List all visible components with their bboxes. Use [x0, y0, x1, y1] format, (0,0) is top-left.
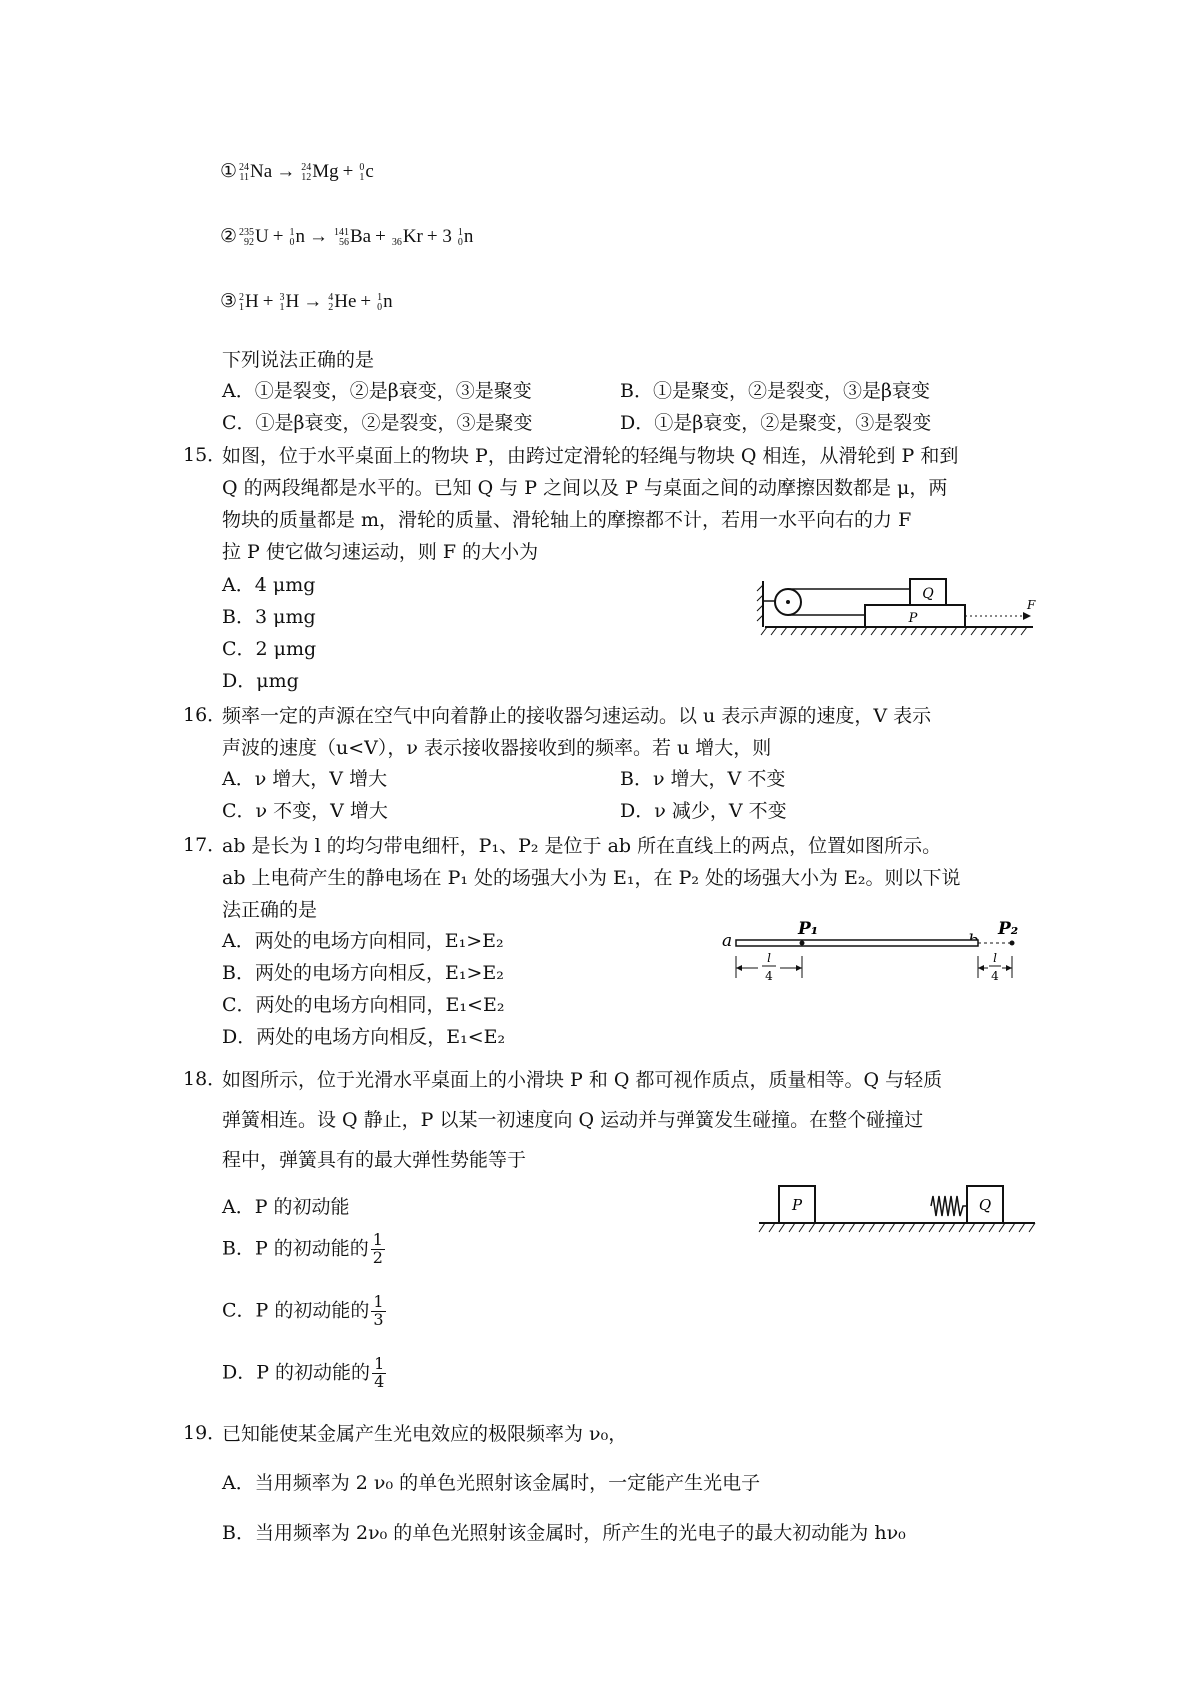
q18-line-1: 如图所示，位于光滑水平桌面上的小滑块 P 和 Q 都可视作质点，质量相等。Q 与轻质 [222, 1069, 943, 1091]
q19-option-a: A．当用频率为 2 ν₀ 的单色光照射该金属时，一定能产生光电子 [222, 1472, 761, 1494]
reaction-operator: + [342, 161, 354, 182]
q17-line-2: ab 上电荷产生的静电场在 P₁ 处的场强大小为 E₁，在 P₂ 处的场强大小为 E₂。则以下说 [222, 867, 961, 889]
nuclide-symbol: c [365, 161, 374, 182]
reaction-operator: + 3 [426, 226, 452, 247]
q17-option-a: A．两处的电场方向相同，E₁>E₂ [222, 930, 504, 952]
reaction-2 [220, 225, 473, 248]
q15-option-a: A．4 μmg [222, 574, 316, 596]
q17-option-d: D．两处的电场方向相反，E₁<E₂ [222, 1026, 506, 1048]
q14-option-b: B．①是聚变，②是裂变，③是β衰变 [620, 380, 930, 402]
q17-line-3: 法正确的是 [222, 899, 318, 921]
q17-fig-a-label: a [722, 931, 733, 951]
q17-fig-p1-label: P₁ [798, 919, 819, 939]
q15-line-2: Q 的两段绳都是水平的。已知 Q 与 P 之间以及 P 与桌面之间的动摩擦因数都是 μ，两 [222, 477, 948, 499]
reaction-1 [220, 160, 374, 183]
q15-fig-q-label: Q [922, 586, 934, 602]
q17-option-c: C．两处的电场方向相同，E₁<E₂ [222, 994, 505, 1016]
q19-option-b: B．当用频率为 2ν₀ 的单色光照射该金属时，所产生的光电子的最大初动能为 hν₀ [222, 1522, 906, 1544]
q15-number: 15． [183, 444, 227, 466]
q16-number: 16． [183, 704, 227, 726]
q17-fig-l-den-2: 4 [991, 969, 999, 983]
nuclide-symbol: n [295, 226, 305, 247]
fraction-one-third: $\frac{1}{3}$ [373, 1292, 384, 1329]
q15-line-1: 如图，位于水平桌面上的物块 P，由跨过定滑轮的轻绳与物块 Q 相连，从滑轮到 P 和到 [222, 445, 959, 467]
nuclide-symbol: H [285, 291, 300, 312]
q15-option-b: B．3 μmg [222, 606, 316, 628]
nuclide-symbol: He [334, 291, 357, 312]
reaction-operator: → [309, 226, 328, 247]
nuclide-numbers: 1 0 [377, 291, 383, 313]
reaction-marker: ① [220, 161, 238, 182]
q18-option-d [222, 1356, 386, 1391]
q18-line-2: 弹簧相连。设 Q 静止，P 以某一初速度向 Q 运动并与弹簧发生碰撞。在整个碰撞过 [222, 1109, 924, 1131]
q16-line-1: 频率一定的声源在空气中向着静止的接收器匀速运动。以 u 表示声源的速度，V 表示 [222, 705, 932, 727]
reaction-marker: ③ [220, 291, 238, 312]
q17-rod-figure [720, 918, 1030, 990]
q18-line-3: 程中，弹簧具有的最大弹性势能等于 [222, 1149, 527, 1171]
nuclide-numbers: 24 11 [239, 161, 250, 183]
reaction-operator: + [262, 291, 274, 312]
reaction-operator: + [375, 226, 386, 247]
q16-option-d: D．ν 减少，V 不变 [620, 800, 787, 822]
nuclide-symbol: H [245, 291, 259, 312]
nuclide-numbers: 2 1 [239, 291, 245, 313]
nuclide-symbol: n [383, 291, 393, 312]
nuclide-numbers: 1 0 [289, 226, 295, 248]
q19-line-1: 已知能使某金属产生光电效应的极限频率为 ν₀， [222, 1423, 628, 1445]
q14-option-a: A．①是裂变，②是β衰变，③是聚变 [222, 380, 532, 402]
q15-option-d: D．μmg [222, 670, 299, 692]
q17-fig-l-den-1: 4 [765, 969, 773, 983]
q16-option-b: B．ν 增大，V 不变 [620, 768, 786, 790]
q18-option-b-text: B．P 的初动能的 [222, 1237, 369, 1260]
q17-line-1: ab 是长为 l 的均匀带电细杆，P₁、P₂ 是位于 ab 所在直线上的两点，位置如图所示。 [222, 835, 942, 857]
q16-line-2: 声波的速度（u<V），ν 表示接收器接收到的频率。若 u 增大，则 [222, 737, 772, 759]
nuclide-symbol: n [463, 226, 474, 247]
nuclide-numbers: 36 [391, 236, 402, 248]
q19-number: 19． [183, 1422, 227, 1444]
q15-option-c: C．2 μmg [222, 638, 317, 660]
q17-fig-l-num-1: l [767, 951, 771, 965]
q18-option-b [222, 1232, 385, 1267]
reaction-operator: + [360, 291, 372, 312]
nuclide-numbers: 141 56 [334, 226, 349, 248]
q14-prompt: 下列说法正确的是 [222, 349, 375, 371]
q15-line-4: 拉 P 使它做匀速运动，则 F 的大小为 [222, 541, 539, 563]
q14-option-d: D．①是β衰变，②是聚变，③是裂变 [620, 412, 932, 434]
q14-option-c: C．①是β衰变，②是裂变，③是聚变 [222, 412, 533, 434]
nuclide-numbers: 235 92 [239, 226, 255, 248]
nuclide-numbers: 4 2 [328, 291, 334, 313]
nuclide-symbol: Ba [350, 226, 372, 247]
q15-pulley-figure [755, 575, 1040, 640]
nuclide-symbol: U [255, 226, 269, 247]
q18-fig-p-label: P [791, 1196, 803, 1214]
nuclide-symbol: Kr [402, 226, 423, 247]
q17-fig-p2-label: P₂ [998, 919, 1019, 939]
q18-option-c-text: C．P 的初动能的 [222, 1299, 370, 1322]
reaction-operator: → [303, 291, 323, 312]
q15-fig-p-label: P [908, 611, 918, 626]
q18-option-c [222, 1294, 386, 1329]
nuclide-symbol: Mg [312, 161, 339, 182]
nuclide-numbers: 1 0 [457, 226, 463, 248]
fraction-one-quarter: $\frac{1}{4}$ [374, 1354, 385, 1391]
q18-number: 18． [183, 1068, 227, 1090]
reaction-operator: → [276, 161, 296, 182]
nuclide-numbers: 0 1 [359, 161, 365, 183]
q17-number: 17． [183, 834, 227, 856]
nuclide-numbers: 3 1 [279, 291, 285, 313]
fraction-one-half: $\frac{1}{2}$ [372, 1230, 383, 1267]
q16-option-a: A．ν 增大，V 增大 [222, 768, 388, 790]
reaction-operator: + [272, 226, 284, 247]
reaction-3 [220, 290, 393, 313]
q17-option-b: B．两处的电场方向相反，E₁>E₂ [222, 962, 504, 984]
q15-fig-f-label: F [1027, 598, 1036, 612]
q16-option-c: C．ν 不变，V 增大 [222, 800, 388, 822]
q18-option-a: A．P 的初动能 [222, 1196, 350, 1218]
reaction-marker: ② [220, 226, 238, 247]
q18-spring-figure [755, 1180, 1040, 1238]
nuclide-numbers: 24 12 [301, 161, 312, 183]
q18-option-d-text: D．P 的初动能的 [222, 1361, 371, 1384]
q15-line-3: 物块的质量都是 m，滑轮的质量、滑轮轴上的摩擦都不计，若用一水平向右的力 F [222, 509, 912, 531]
q17-fig-l-num-2: l [993, 951, 997, 965]
nuclide-symbol: Na [250, 161, 273, 182]
q18-fig-q-label: Q [978, 1196, 992, 1214]
